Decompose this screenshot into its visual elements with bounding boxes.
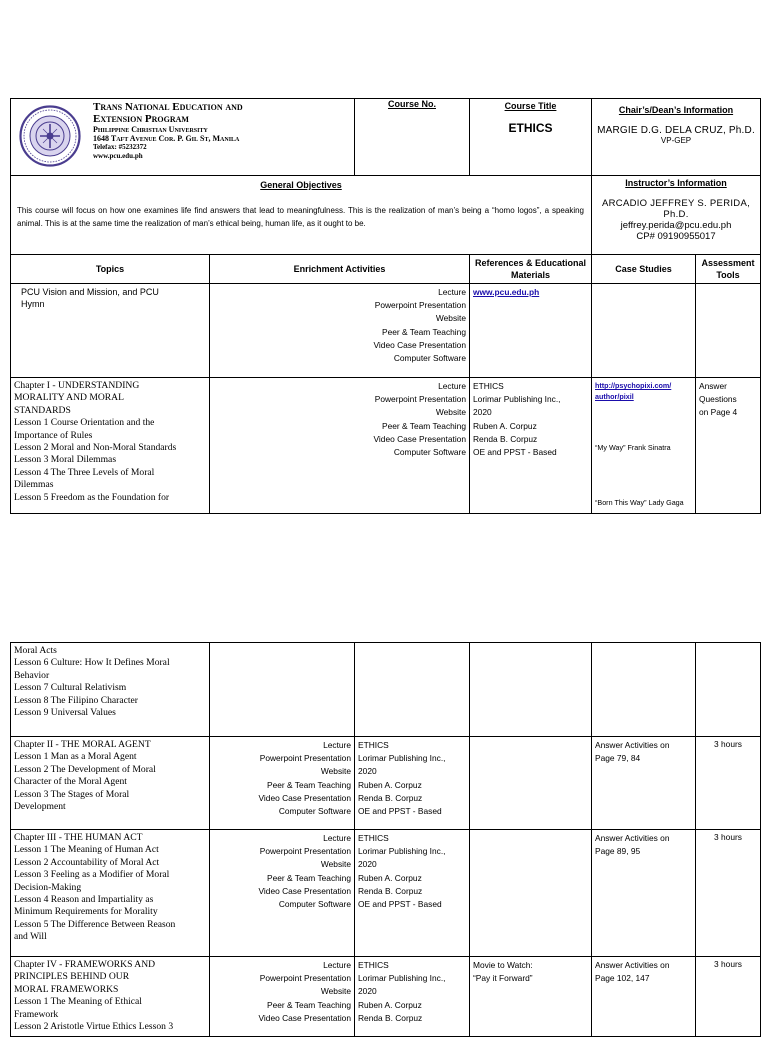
enrichment-item: Peer & Team Teaching <box>267 872 351 883</box>
time-frame-cell: 3 hours <box>696 737 761 830</box>
instructor-email: jeffrey.perida@pcu.edu.ph <box>620 220 732 231</box>
topic-line: Minimum Requirements for Morality <box>14 906 158 918</box>
topic-line: Moral Acts <box>14 645 57 656</box>
references-cell <box>355 643 470 737</box>
topic-line: Importance of Rules <box>14 429 93 441</box>
references-cell <box>355 737 470 830</box>
assessment-line: Answer Questions <box>699 381 737 405</box>
reference-item: Renda B. Corpuz <box>473 433 538 444</box>
enrichment-item: Computer Software <box>393 447 466 458</box>
enrichment-item: Website <box>320 859 351 870</box>
topic-line: Chapter II - THE MORAL AGENT <box>14 739 151 750</box>
references-cell <box>355 830 470 957</box>
enrichment-cell <box>210 284 470 378</box>
instructor-name: ARCADIO JEFFREY S. PERIDA, Ph.D. <box>601 198 751 220</box>
topic-line: Lesson 2 Aristotle Virtue Ethics Lesson 3 <box>14 1021 174 1033</box>
enrichment-item: Video Case Presentation <box>258 885 351 896</box>
topic-line: Lesson 4 The Three Levels of Moral <box>14 466 155 478</box>
enrichment-cell <box>210 378 470 514</box>
course-no-label: Course No. <box>387 99 436 109</box>
general-objectives-cell <box>11 176 592 255</box>
university-name: Philippine Christian University <box>93 125 208 134</box>
enrichment-item: Video Case Presentation <box>373 433 466 444</box>
enrichment-item: Website <box>320 986 351 997</box>
table-row <box>11 378 761 514</box>
col-header-assessment: Assessment Tools <box>696 255 761 284</box>
assessment-line: Answer Activities on <box>595 960 670 970</box>
course-title-cell <box>470 99 592 176</box>
time-frame-cell: 3 hours <box>696 830 761 957</box>
topic-line: Lesson 2 Moral and Non-Moral Standards <box>14 442 177 454</box>
institution-name: Trans National Education and <box>93 101 243 113</box>
case-studies-cell <box>470 957 592 1037</box>
topic-line: Lesson 8 The Filipino Character <box>14 694 138 706</box>
topic-line: Lesson 2 Accountability of Moral Act <box>14 856 160 868</box>
university-address: 1648 Taft Avenue Cor. P. Gil St, Manila <box>93 134 240 143</box>
enrichment-item: Powerpoint Presentation <box>374 394 466 405</box>
reference-item: Ruben A. Corpuz <box>358 779 422 790</box>
assessment-line: Page 79, 84 <box>595 753 641 764</box>
psychopixi-link-cont[interactable]: author/pixil <box>595 392 634 401</box>
topic-line: Lesson 3 The Stages of Moral <box>14 788 130 800</box>
enrichment-item: Computer Software <box>393 353 466 364</box>
reference-item: OE and PPST - Based <box>473 447 557 458</box>
enrichment-item: Lecture <box>438 381 466 391</box>
case-song-my-way: “My Way” Frank Sinatra <box>595 443 671 452</box>
enrichment-item: Powerpoint Presentation <box>374 300 466 311</box>
assessment-cell <box>696 378 761 514</box>
enrichment-item: Lecture <box>323 960 351 970</box>
topic-line: Framework <box>14 1008 59 1020</box>
reference-item: ETHICS <box>358 833 389 843</box>
assessment-line: Page 102, 147 <box>595 973 650 984</box>
col-header-references: References & Educational Materials <box>470 255 592 284</box>
reference-item: Lorimar Publishing Inc., <box>358 846 446 857</box>
reference-item: 2020 <box>358 766 377 777</box>
assessment-cell <box>592 643 696 737</box>
topic-line: Chapter IV - FRAMEWORKS AND <box>14 959 156 970</box>
reference-item: Renda B. Corpuz <box>358 885 423 896</box>
topic-line: Lesson 7 Cultural Relativism <box>14 682 127 694</box>
assessment-cell <box>696 284 761 378</box>
topic-line: PCU Vision and Mission, and PCU <box>21 287 159 297</box>
psychopixi-link[interactable]: http://psychopixi.com/ <box>595 381 672 390</box>
enrichment-item: Lecture <box>323 833 351 843</box>
topic-line: Hymn <box>21 299 45 309</box>
topic-line: Chapter III - THE HUMAN ACT <box>14 832 143 843</box>
topic-line: Lesson 3 Moral Dilemmas <box>14 454 117 466</box>
general-objectives-label: General Objectives <box>260 180 342 190</box>
reference-item: Ruben A. Corpuz <box>358 872 422 883</box>
case-line: Movie to Watch: <box>473 960 533 970</box>
topic-line: MORAL FRAMEWORKS <box>14 983 119 995</box>
table-row <box>11 957 761 1037</box>
reference-item: Ruben A. Corpuz <box>358 999 422 1010</box>
assessment-line: Answer Activities on <box>595 833 670 843</box>
references-cell <box>355 957 470 1037</box>
university-seal-icon <box>19 105 81 167</box>
pcu-website-link[interactable]: www.pcu.edu.ph <box>473 287 540 297</box>
col-header-enrichment: Enrichment Activities <box>210 255 470 284</box>
assessment-line: Page 89, 95 <box>595 846 641 857</box>
case-studies-cell <box>470 737 592 830</box>
col-header-case-studies: Case Studies <box>592 255 696 284</box>
reference-item: ETHICS <box>358 740 389 750</box>
institution-name-cont: Extension Program <box>93 113 189 125</box>
topic-line: MORALITY AND MORAL <box>14 392 124 404</box>
enrichment-item: Peer & Team Teaching <box>382 326 466 337</box>
enrichment-item: Peer & Team Teaching <box>382 420 466 431</box>
enrichment-item: Powerpoint Presentation <box>259 753 351 764</box>
case-studies-cell <box>592 284 696 378</box>
enrichment-item: Lecture <box>438 287 466 297</box>
topic-line: Lesson 4 Reason and Impartiality as <box>14 894 154 906</box>
table-row <box>11 284 761 378</box>
reference-item: Lorimar Publishing Inc., <box>358 753 446 764</box>
topic-line: Lesson 9 Universal Values <box>14 707 116 719</box>
chair-position: VP-GEP <box>660 136 692 145</box>
enrichment-item: Powerpoint Presentation <box>259 846 351 857</box>
table-row <box>11 830 761 957</box>
reference-item: ETHICS <box>473 381 504 391</box>
enrichment-item: Powerpoint Presentation <box>259 973 351 984</box>
reference-item: 2020 <box>358 859 377 870</box>
syllabus-table-page2 <box>10 642 761 1037</box>
topic-cell <box>11 378 210 514</box>
reference-item: Lorimar Publishing Inc., <box>473 394 561 405</box>
assessment-line: on Page 4 <box>699 407 738 418</box>
reference-item: ETHICS <box>358 960 389 970</box>
chair-name: MARGIE D.G. DELA CRUZ, Ph.D. <box>597 125 755 136</box>
topic-line: Lesson 5 The Difference Between Reason <box>14 918 176 930</box>
time-frame-cell: 3 hours <box>696 957 761 1037</box>
reference-item: Lorimar Publishing Inc., <box>358 973 446 984</box>
reference-item: OE and PPST - Based <box>358 899 442 910</box>
topic-cell <box>11 737 210 830</box>
topic-line: and Will <box>14 931 47 943</box>
reference-item: Ruben A. Corpuz <box>473 420 537 431</box>
case-line: “Pay it Forward” <box>473 973 533 984</box>
assessment-cell <box>592 957 696 1037</box>
enrichment-item: Website <box>320 766 351 777</box>
topic-line: Behavior <box>14 669 50 681</box>
col-header-topics: Topics <box>11 255 210 284</box>
enrichment-item: Lecture <box>323 740 351 750</box>
topic-line: Lesson 1 Man as a Moral Agent <box>14 751 137 763</box>
enrichment-cell <box>210 830 355 957</box>
institution-block <box>11 99 355 176</box>
enrichment-item: Website <box>435 407 466 418</box>
topic-line: Lesson 3 Feeling as a Modifier of Moral <box>14 869 170 881</box>
reference-item: OE and PPST - Based <box>358 806 442 817</box>
topic-line: PRINCIPLES BEHIND OUR <box>14 971 130 983</box>
course-title: ETHICS <box>508 121 553 135</box>
topic-line: Lesson 2 The Development of Moral <box>14 763 156 775</box>
enrichment-item: Video Case Presentation <box>258 1012 351 1023</box>
table-row <box>11 643 761 737</box>
course-no-cell <box>355 99 470 176</box>
syllabus-table-page1 <box>10 98 761 514</box>
reference-item: Renda B. Corpuz <box>358 1012 423 1023</box>
table-row <box>11 737 761 830</box>
enrichment-cell <box>210 643 355 737</box>
enrichment-item: Video Case Presentation <box>258 792 351 803</box>
topic-line: Development <box>14 801 66 813</box>
instructor-info-cell <box>592 176 761 255</box>
course-title-label: Course Title <box>504 101 557 111</box>
assessment-cell <box>592 830 696 957</box>
references-cell <box>470 378 592 514</box>
reference-item: 2020 <box>473 407 492 418</box>
case-studies-cell <box>470 830 592 957</box>
topic-line: Lesson 1 The Meaning of Human Act <box>14 844 159 856</box>
topic-cell <box>11 643 210 737</box>
enrichment-item: Computer Software <box>278 806 351 817</box>
topic-line: STANDARDS <box>14 404 71 416</box>
topic-line: Lesson 1 Course Orientation and the <box>14 417 155 429</box>
topic-cell <box>11 284 210 378</box>
case-song-born-this-way: “Born This Way” Lady Gaga <box>595 498 684 507</box>
enrichment-item: Computer Software <box>278 899 351 910</box>
chair-info-label: Chair’s/Dean’s Information <box>618 105 734 115</box>
topic-line: Chapter I - UNDERSTANDING <box>14 380 140 391</box>
topic-line: Dilemmas <box>14 479 54 491</box>
case-studies-cell <box>470 643 592 737</box>
instructor-info-label: Instructor’s Information <box>625 178 727 188</box>
general-objectives-text: This course will focus on how one examines life find answers that lead to meaningfulness. This is the realization of man’s being a “homo logos”, a speaking animal. This is at the same time the realization of man’s ethical being, human life, as it ought to be. <box>17 206 584 228</box>
chair-info-cell <box>592 99 761 176</box>
topic-line: Lesson 1 The Meaning of Ethical <box>14 996 142 1008</box>
topic-line: Character of the Moral Agent <box>14 776 127 788</box>
reference-item: 2020 <box>358 986 377 997</box>
topic-line: Lesson 6 Culture: How It Defines Moral <box>14 657 170 669</box>
enrichment-item: Video Case Presentation <box>373 339 466 350</box>
case-studies-cell <box>592 378 696 514</box>
references-cell <box>470 284 592 378</box>
topic-line: Decision-Making <box>14 881 82 893</box>
time-frame-cell <box>696 643 761 737</box>
enrichment-item: Peer & Team Teaching <box>267 779 351 790</box>
topic-line: Lesson 5 Freedom as the Foundation for <box>14 491 170 503</box>
university-website: www.pcu.edu.ph <box>93 152 143 160</box>
topic-cell <box>11 830 210 957</box>
assessment-line: Answer Activities on <box>595 740 670 750</box>
enrichment-item: Website <box>435 313 466 324</box>
assessment-cell <box>592 737 696 830</box>
topic-cell <box>11 957 210 1037</box>
telefax: Telefax: #5232372 <box>93 143 147 151</box>
enrichment-cell <box>210 737 355 830</box>
enrichment-item: Peer & Team Teaching <box>267 999 351 1010</box>
reference-item: Renda B. Corpuz <box>358 792 423 803</box>
enrichment-cell <box>210 957 355 1037</box>
instructor-phone: CP# 09190955017 <box>636 231 716 242</box>
